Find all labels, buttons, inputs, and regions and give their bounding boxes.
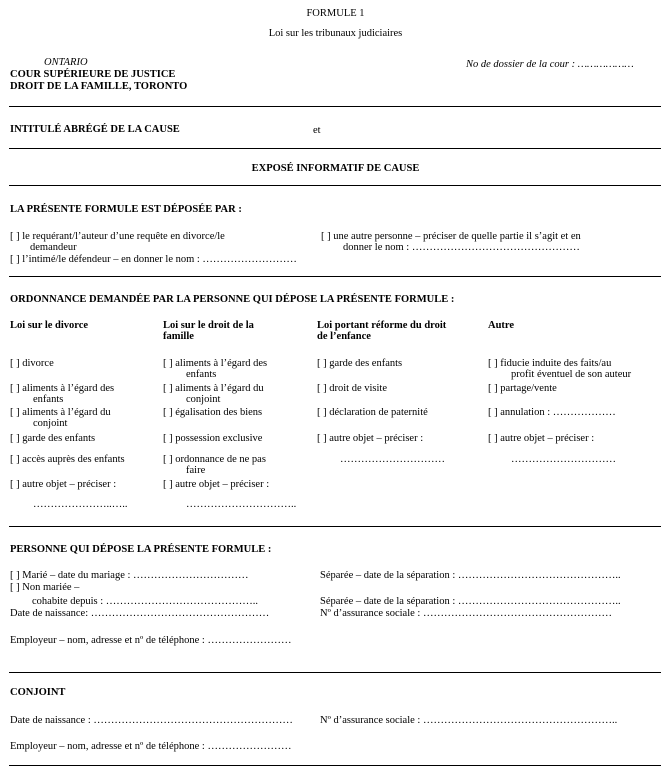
spouse-employer[interactable]: Employeur – nom, adresse et nº de téléphone : ……………………: [10, 741, 292, 752]
family-item-equalization[interactable]: [ ] égalisation des biens: [163, 407, 263, 418]
divider: [9, 526, 661, 527]
divider: [9, 765, 661, 766]
filer-employer[interactable]: Employeur – nom, adresse et nº de téléphone : ……………………: [10, 635, 292, 646]
other-item-constructive-trust[interactable]: [ ] fiducie induite des faits/au: [488, 358, 612, 369]
filer-not-married[interactable]: [ ] Non mariée –: [10, 582, 80, 593]
divorce-item-access[interactable]: [ ] accès auprès des enfants: [10, 454, 125, 465]
col-children-law-heading-cont: de l’enfance: [317, 331, 371, 342]
col-divorce-heading: Loi sur le divorce: [10, 320, 89, 331]
other-item-annulment[interactable]: [ ] annulation : ………………: [488, 407, 616, 418]
other-item-other-blank: …………………………: [511, 454, 616, 465]
law-title: Loi sur les tribunaux judiciaires: [268, 28, 403, 39]
divider: [9, 672, 661, 673]
family-item-spousal-support-cont: conjoint: [186, 394, 221, 405]
filer-married[interactable]: [ ] Marié – date du mariage : ……………………………: [10, 570, 249, 581]
children-item-other-blank: …………………………: [340, 454, 445, 465]
children-item-access[interactable]: [ ] droit de visite: [317, 383, 387, 394]
family-item-other-blank: …………………………..: [186, 499, 297, 510]
filer-sin[interactable]: Nº d’assurance sociale : ………………………………………………: [320, 608, 612, 619]
family-item-other[interactable]: [ ] autre objet – préciser :: [163, 479, 270, 490]
divorce-item-child-support-cont: enfants: [33, 394, 64, 405]
divider: [9, 185, 661, 186]
short-title-et: et: [313, 125, 321, 136]
children-item-custody[interactable]: [ ] garde des enfants: [317, 358, 403, 369]
spouse-dob[interactable]: Date de naissance : …………………………………………………: [10, 715, 293, 726]
filer-cohabit[interactable]: cohabite depuis : ……………………………………..: [32, 596, 259, 607]
court-file-number: No de dossier de la cour : ………………: [466, 59, 634, 70]
family-item-spousal-support[interactable]: [ ] aliments à l’égard du: [163, 383, 264, 394]
divorce-item-other-blank: …………………..…..: [33, 499, 128, 510]
court-name: COUR SUPÉRIEURE DE JUSTICE: [10, 69, 176, 80]
divorce-item-child-support[interactable]: [ ] aliments à l’égard des: [10, 383, 115, 394]
family-item-restraining-order[interactable]: [ ] ordonnance de ne pas: [163, 454, 266, 465]
divorce-item-spousal-support[interactable]: [ ] aliments à l’égard du: [10, 407, 111, 418]
col-other-heading: Autre: [488, 320, 515, 331]
court-division: DROIT DE LA FAMILLE, TORONTO: [10, 81, 188, 92]
family-item-restraining-order-cont: faire: [186, 465, 206, 476]
province-label: ONTARIO: [44, 57, 88, 68]
filer-heading: PERSONNE QUI DÉPOSE LA PRÉSENTE FORMULE :: [10, 544, 272, 555]
family-item-child-support[interactable]: [ ] aliments à l’égard des: [163, 358, 268, 369]
divorce-item-other[interactable]: [ ] autre objet – préciser :: [10, 479, 117, 490]
divorce-item-custody[interactable]: [ ] garde des enfants: [10, 433, 96, 444]
spouse-heading: CONJOINT: [10, 687, 66, 698]
col-children-law-heading: Loi portant réforme du droit: [317, 320, 447, 331]
filed-by-applicant-cont: demandeur: [30, 242, 77, 253]
divider: [9, 148, 661, 149]
divider: [9, 106, 661, 107]
spouse-sin[interactable]: Nº d’assurance sociale : ………………………………………………..: [320, 715, 618, 726]
form-number: FORMULE 1: [306, 8, 365, 19]
short-title-label: INTITULÉ ABRÉGÉ DE LA CAUSE: [10, 124, 180, 135]
other-item-other[interactable]: [ ] autre objet – préciser :: [488, 433, 595, 444]
other-item-constructive-trust-cont: profit éventuel de son auteur: [511, 369, 632, 380]
divorce-item-spousal-support-cont: conjoint: [33, 418, 68, 429]
filer-separation-2[interactable]: Séparée – date de la séparation : ………………………………………..: [320, 596, 621, 607]
filed-by-applicant[interactable]: [ ] le requérant/l’auteur d’une requête en divorce/le: [10, 231, 225, 242]
filed-by-other[interactable]: [ ] une autre personne – préciser de quelle partie il s’agit et en: [321, 231, 581, 242]
filer-separation-1[interactable]: Séparée – date de la séparation : ………………………………………..: [320, 570, 621, 581]
col-family-law-heading: Loi sur le droit de la: [163, 320, 254, 331]
other-item-partition-sale[interactable]: [ ] partage/vente: [488, 383, 557, 394]
col-family-law-heading-cont: famille: [163, 331, 194, 342]
children-item-paternity[interactable]: [ ] déclaration de paternité: [317, 407, 428, 418]
filed-by-heading: LA PRÉSENTE FORMULE EST DÉPOSÉE PAR :: [10, 204, 242, 215]
filed-by-respondent[interactable]: [ ] l’intimé/le défendeur – en donner le nom : ………………………: [10, 254, 297, 265]
children-item-other[interactable]: [ ] autre objet – préciser :: [317, 433, 424, 444]
order-heading: ORDONNANCE DEMANDÉE PAR LA PERSONNE QUI DÉPOSE LA PRÉSENTE FORMULE :: [10, 294, 455, 305]
family-item-exclusive-possession[interactable]: [ ] possession exclusive: [163, 433, 263, 444]
divider: [9, 276, 661, 277]
filed-by-other-cont: donner le nom : …………………………………………: [343, 242, 580, 253]
divorce-item-divorce[interactable]: [ ] divorce: [10, 358, 54, 369]
family-item-child-support-cont: enfants: [186, 369, 217, 380]
form-title: EXPOSÉ INFORMATIF DE CAUSE: [251, 163, 420, 174]
filer-dob[interactable]: Date de naissance: ……………………………………………: [10, 608, 270, 619]
